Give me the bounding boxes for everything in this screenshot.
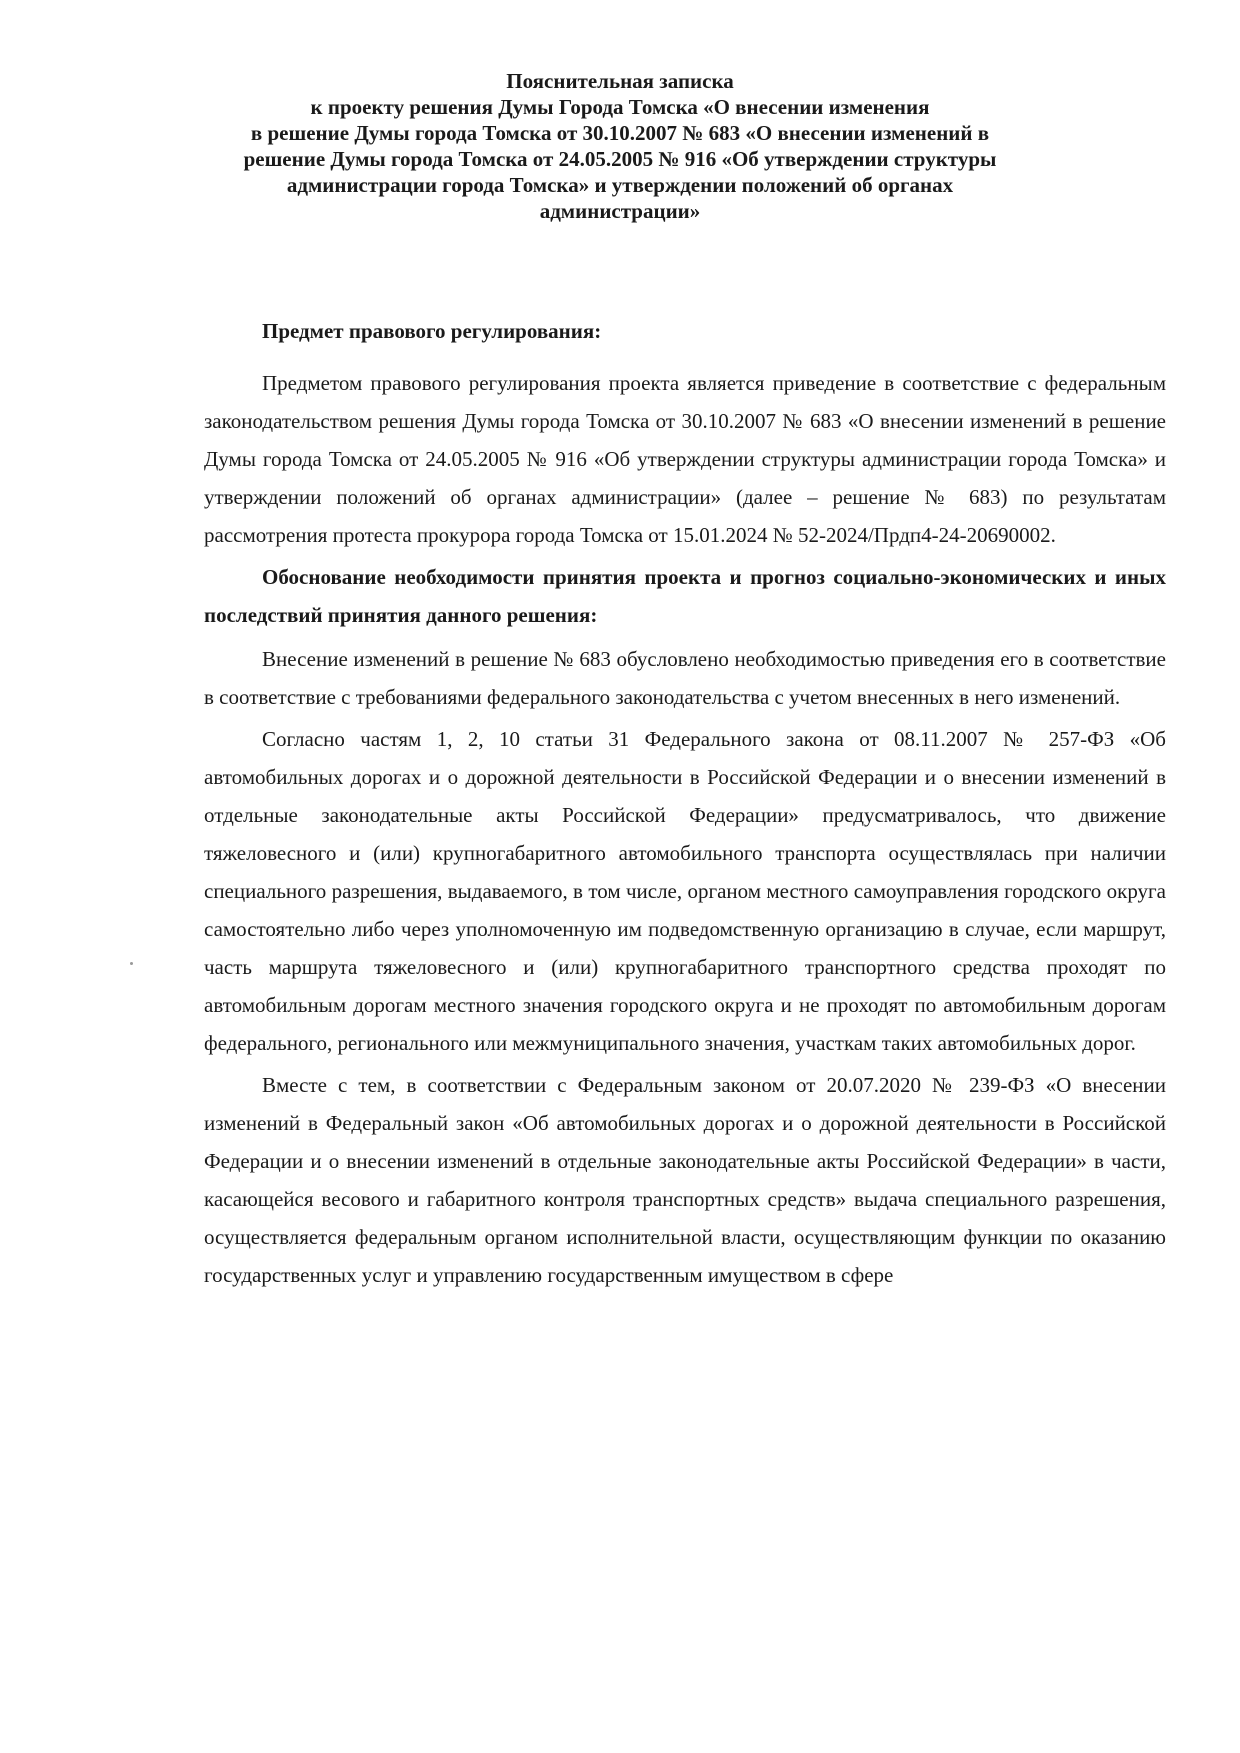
section-heading-subject: Предмет правового регулирования: — [262, 319, 602, 343]
title-line: в решение Думы города Томска от 30.10.2007 № 683 «О внесении изменений в — [250, 121, 990, 145]
scan-speck — [130, 962, 133, 965]
document-title — [180, 68, 1060, 224]
document-body — [204, 312, 1166, 1298]
paragraph-justification-1: Внесение изменений в решение № 683 обусловлено необходимостью приведения его в соответствие в соответствие с требованиями федерального законодательства с учетом внесенных в него изменений. — [204, 647, 1166, 709]
paragraph-subject: Предметом правового регулирования проекта является приведение в соответствие с федеральным законодательством решения Думы города Томска от 30.10.2007 № 683 «О внесении изменений в решение Думы города Томска от 24.05.2005 № 916 «Об утверждении структуры администрации города Томска» и утверждении положений об органах администрации» (далее – решение № 683) по результатам рассмотрения протеста прокурора города Томска от 15.01.2024 № 52-2024/Прдп4-24-20690002. — [204, 371, 1166, 547]
title-line: администрации города Томска» и утверждении положений об органах — [286, 173, 954, 197]
title-line: администрации» — [539, 199, 701, 223]
title-line: Пояснительная записка — [506, 69, 734, 93]
title-line: решение Думы города Томска от 24.05.2005 № 916 «Об утверждении структуры — [243, 147, 997, 171]
paragraph-justification-3: Вместе с тем, в соответствии с Федеральным законом от 20.07.2020 № 239-ФЗ «О внесении изменений в Федеральный закон «Об автомобильных дорогах и о дорожной деятельности в Российской Федерации и о внесении изменений в отдельные законодательные акты Российской Федерации» в части, касающейся весового и габаритного контроля транспортных средств» выдача специального разрешения, осуществляется федеральным органом исполнительной власти, осуществляющим функции по оказанию государственных услуг и управлению государственным имуществом в сфере — [204, 1073, 1166, 1287]
paragraph-justification-2: Согласно частям 1, 2, 10 статьи 31 Федерального закона от 08.11.2007 № 257-ФЗ «Об автомобильных дорогах и о дорожной деятельности в Российской Федерации и о внесении изменений в отдельные законодательные акты Российской Федерации» предусматривалось, что движение тяжеловесного и (или) крупногабаритного автомобильного транспорта осуществлялась при наличии специального разрешения, выдаваемого, в том числе, органом местного самоуправления городского округа самостоятельно либо через уполномоченную им подведомственную организацию в случае, если маршрут, часть маршрута тяжеловесного и (или) крупногабаритного транспортного средства проходят по автомобильным дорогам местного значения городского округа и не проходят по автомобильным дорогам федерального, регионального или межмуниципального значения, участкам таких автомобильных дорог. — [204, 727, 1166, 1055]
title-line: к проекту решения Думы Города Томска «О внесении изменения — [310, 95, 930, 119]
section-heading-justification: Обоснование необходимости принятия проекта и прогноз социально-экономических и иных последствий принятия данного решения: — [204, 565, 1166, 627]
